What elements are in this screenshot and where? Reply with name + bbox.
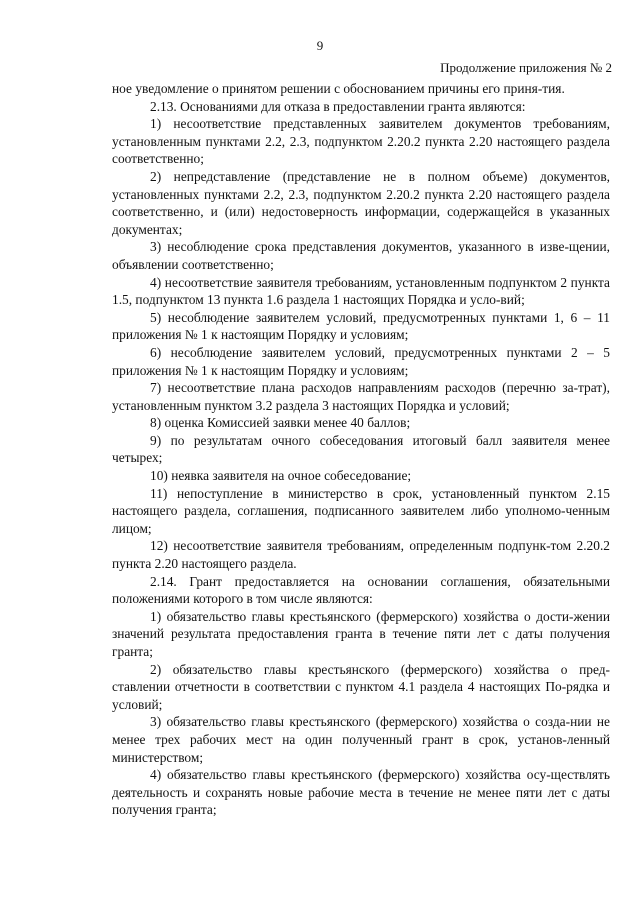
paragraph-2-14-item-3: 3) обязательство главы крестьянского (фермерского) хозяйства о созда-нии не менее трех рабочих мест на один полученный грант в срок, установ-ленный министерством; — [112, 714, 610, 765]
paragraph-2-13-item-10: 10) неявка заявителя на очное собеседование; — [150, 468, 412, 484]
paragraph-2-13: 2.13. Основаниями для отказа в предоставлении гранта являются: — [150, 98, 526, 114]
paragraph-2-14-item-4: 4) обязательство главы крестьянского (фермерского) хозяйства осу-ществлять деятельность и сохранять новые рабочие места в течение не менее пяти лет с даты получения гранта; — [112, 767, 610, 818]
paragraph-2-13-item-7: 7) несоответствие плана расходов направлениям расходов (перечню за-трат), установленным пунктом 3.2 раздела 3 настоящих Порядка и условий; — [112, 380, 610, 413]
continuation-label: Продолжение приложения № 2 — [440, 60, 612, 75]
document-body — [112, 80, 610, 819]
paragraph-2-13-item-9: 9) по результатам очного собеседования итоговый балл заявителя менее четырех; — [112, 432, 610, 466]
paragraph-2-14-item-1: 1) обязательство главы крестьянского (фермерского) хозяйства о дости-жении значений результата предоставления гранта в течение пяти лет с даты получения гранта; — [112, 608, 610, 659]
paragraph-2-13-item-5: 5) несоблюдение заявителем условий, предусмотренных пунктами 1, 6 – 11 приложения № 1 к настоящим Порядку и условиям; — [112, 309, 610, 343]
paragraph-2-13-item-1: 1) несоответствие представленных заявителем документов требованиям, установленным пунктами 2.2, 2.3, подпунктом 2.20.2 пункта 2.20 настоящего раздела соответственно; — [112, 116, 610, 167]
paragraph-2-14: 2.14. Грант предоставляется на основании соглашения, обязательными положениями которого в том числе являются: — [112, 573, 610, 607]
paragraph-2-13-item-8: 8) оценка Комиссией заявки менее 40 баллов; — [150, 415, 411, 431]
paragraph-2-13-item-2: 2) непредставление (представление не в полном объеме) документов, установленных пунктами 2.2, 2.3, подпунктом 2.20.2 пункта 2.20 настоящего раздела соответственно, и (или) недостоверность информации, содержащейся в указанных документах; — [112, 168, 610, 237]
paragraph-2-13-item-3: 3) несоблюдение срока представления документов, указанного в изве-щении, объявлении соответственно; — [112, 239, 610, 272]
page-number: 9 — [316, 38, 324, 53]
paragraph-continuation: ное уведомление о принятом решении с обоснованием причины его приня-тия. — [112, 81, 565, 96]
paragraph-2-14-item-2: 2) обязательство главы крестьянского (фермерского) хозяйства о пред-ставлении отчетности в соответствии с пунктом 4.1 раздела 4 настоящих По-рядка и условий; — [112, 661, 610, 712]
paragraph-2-13-item-4: 4) несоответствие заявителя требованиям, установленным подпунктом 2 пункта 1.5, подпунктом 13 пункта 1.6 раздела 1 настоящих Порядка и усло-вий; — [112, 274, 610, 308]
paragraph-2-13-item-6: 6) несоблюдение заявителем условий, предусмотренных пунктами 2 – 5 приложения № 1 к настоящим Порядку и условиям; — [112, 344, 610, 378]
paragraph-2-13-item-11: 11) непоступление в министерство в срок, установленный пунктом 2.15 настоящего раздела, соглашения, подписанного заявителем либо уполномо-ченным лицом; — [112, 485, 610, 536]
paragraph-2-13-item-12: 12) несоответствие заявителя требованиям, определенным подпунк-том 2.20.2 пункта 2.20 настоящего раздела. — [112, 538, 610, 572]
